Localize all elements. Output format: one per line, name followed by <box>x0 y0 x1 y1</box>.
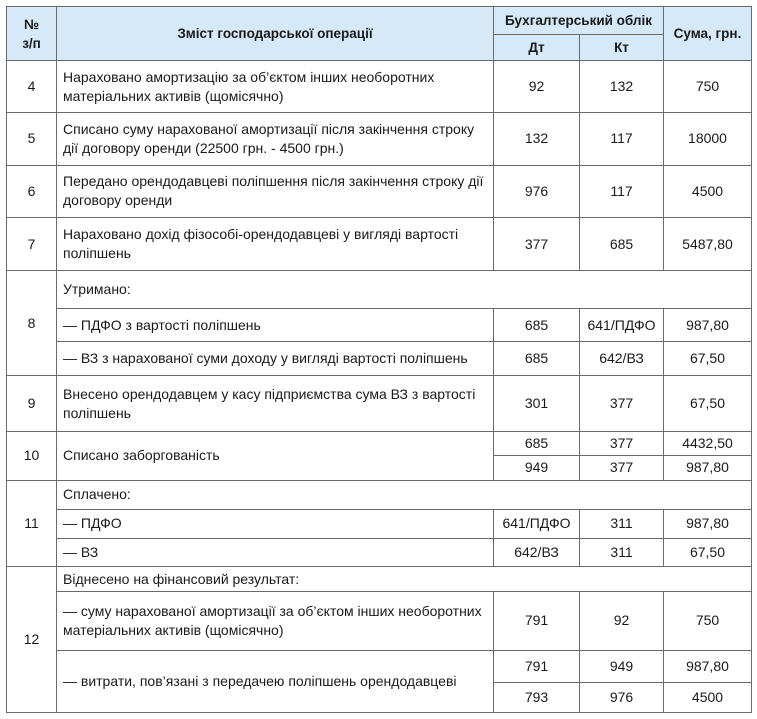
credit-account: 311 <box>580 538 664 566</box>
table-row <box>7 375 752 431</box>
operation-description: Нараховано амортизацію за об’єктом інших необоротних матеріальних активів (щомісячно) <box>57 61 494 113</box>
operation-description: — ПДФО <box>57 509 494 538</box>
table-row <box>7 113 752 165</box>
table-row <box>7 432 752 456</box>
row-number: 9 <box>7 375 57 431</box>
group-title: Віднесено на фінансовий результат: <box>57 567 752 592</box>
operation-description: Внесено орендодавцем у касу підприємства сума ВЗ з вартості поліпшень <box>57 375 494 431</box>
amount: 750 <box>664 61 752 113</box>
table-row <box>7 309 752 341</box>
credit-account: 377 <box>580 456 664 480</box>
header-number <box>7 7 57 61</box>
credit-account: 117 <box>580 165 664 217</box>
amount: 4500 <box>664 682 752 712</box>
credit-account: 92 <box>580 592 664 650</box>
debit-account: 685 <box>494 341 580 375</box>
credit-account: 377 <box>580 375 664 431</box>
credit-account: 642/ВЗ <box>580 341 664 375</box>
debit-account: 642/ВЗ <box>494 538 580 566</box>
credit-account: 311 <box>580 509 664 538</box>
debit-account: 791 <box>494 592 580 650</box>
table-row <box>7 567 752 592</box>
amount: 987,80 <box>664 456 752 480</box>
operation-description: — суму нарахованої амортизації за об’єктом інших необоротних матеріальних активів (щомісячно) <box>57 592 494 650</box>
credit-account: 976 <box>580 682 664 712</box>
debit-account: 976 <box>494 165 580 217</box>
table-row <box>7 165 752 217</box>
amount: 67,50 <box>664 341 752 375</box>
operation-description: — ВЗ з нарахованої суми доходу у вигляді вартості поліпшень <box>57 341 494 375</box>
operation-description: Списано заборгованість <box>57 432 494 480</box>
credit-account: 949 <box>580 650 664 682</box>
group-title: Сплачено: <box>57 480 752 509</box>
amount: 987,80 <box>664 509 752 538</box>
table-row <box>7 271 752 309</box>
table-row <box>7 61 752 113</box>
amount: 4500 <box>664 165 752 217</box>
debit-account: 793 <box>494 682 580 712</box>
row-number: 11 <box>7 480 57 567</box>
amount: 987,80 <box>664 309 752 341</box>
table-row <box>7 538 752 566</box>
debit-account: 641/ПДФО <box>494 509 580 538</box>
amount: 5487,80 <box>664 217 752 270</box>
amount: 4432,50 <box>664 432 752 456</box>
table-row <box>7 341 752 375</box>
operation-description: Нараховано дохід фізособі-орендодавцеві у вигляді вартості поліпшень <box>57 217 494 270</box>
operation-description: — витрати, пов’язані з передачею поліпшень орендодавцеві <box>57 650 494 713</box>
row-number: 6 <box>7 165 57 217</box>
header-content: Зміст господарської операції <box>57 7 494 61</box>
table-row <box>7 509 752 538</box>
table-row <box>7 650 752 682</box>
row-number: 4 <box>7 61 57 113</box>
table-row <box>7 592 752 650</box>
debit-account: 377 <box>494 217 580 270</box>
operation-description: Передано орендодавцеві поліпшення після закінчення строку дії договору оренди <box>57 165 494 217</box>
header-number-line2: з/п <box>22 35 41 51</box>
amount: 987,80 <box>664 650 752 682</box>
accounting-entries-table <box>6 6 752 713</box>
operation-description: — ПДФО з вартості поліпшень <box>57 309 494 341</box>
amount: 67,50 <box>664 375 752 431</box>
row-number: 12 <box>7 567 57 713</box>
amount: 67,50 <box>664 538 752 566</box>
header-accounting: Бухгалтерський облік <box>494 7 664 35</box>
debit-account: 301 <box>494 375 580 431</box>
debit-account: 92 <box>494 61 580 113</box>
header-kt: Кт <box>580 35 664 61</box>
credit-account: 117 <box>580 113 664 165</box>
credit-account: 132 <box>580 61 664 113</box>
debit-account: 949 <box>494 456 580 480</box>
operation-description: — ВЗ <box>57 538 494 566</box>
credit-account: 685 <box>580 217 664 270</box>
debit-account: 685 <box>494 432 580 456</box>
row-number: 8 <box>7 271 57 376</box>
table-row <box>7 217 752 270</box>
credit-account: 377 <box>580 432 664 456</box>
amount: 18000 <box>664 113 752 165</box>
group-title: Утримано: <box>57 271 752 309</box>
header-dt: Дт <box>494 35 580 61</box>
credit-account: 641/ПДФО <box>580 309 664 341</box>
row-number: 7 <box>7 217 57 270</box>
debit-account: 132 <box>494 113 580 165</box>
row-number: 10 <box>7 432 57 480</box>
row-number: 5 <box>7 113 57 165</box>
header-number-line1: № <box>23 16 40 32</box>
table-row <box>7 480 752 509</box>
debit-account: 685 <box>494 309 580 341</box>
header-sum: Сума, грн. <box>664 7 752 61</box>
debit-account: 791 <box>494 650 580 682</box>
amount: 750 <box>664 592 752 650</box>
operation-description: Списано суму нарахованої амортизації після закінчення строку дії договору оренди (22500 грн. - 4500 грн.) <box>57 113 494 165</box>
